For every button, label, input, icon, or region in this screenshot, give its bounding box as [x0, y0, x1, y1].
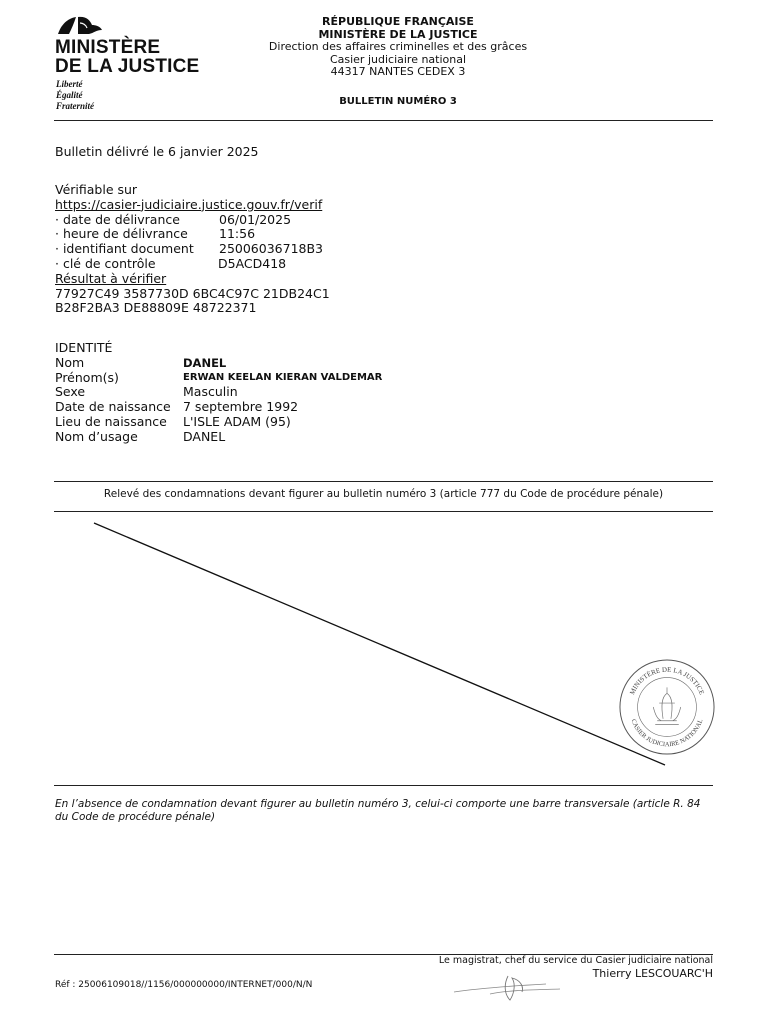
magistrate-role: Le magistrat, chef du service du Casier judiciaire national — [438, 955, 713, 966]
header-direction: Direction des affaires criminelles et des grâces — [268, 40, 528, 53]
identity-dob: 7 septembre 1992 — [183, 399, 299, 415]
identity-label: Lieu de naissance — [55, 413, 167, 429]
field-label: · heure de délivrance — [55, 226, 188, 242]
identity-heading: IDENTITÉ — [55, 340, 113, 355]
magistrate-name: Thierry LESCOUARC'H — [592, 967, 713, 980]
verification-label: Vérifiable sur — [55, 182, 138, 197]
official-seal-icon — [618, 658, 716, 756]
motto-fraternite: Fraternité — [56, 101, 95, 111]
verification-link[interactable]: https://casier-judiciaire.justice.gouv.fr/verif — [55, 196, 323, 212]
identity-nom: DANEL — [183, 355, 227, 370]
field-label: · clé de contrôle — [55, 255, 156, 271]
field-label: · identifiant document — [55, 241, 194, 257]
reference-number: Réf : 25006109018//1156/000000000/INTERNET/000/N/N — [55, 980, 313, 990]
motto-liberte: Liberté — [56, 79, 83, 89]
field-value: 25006036718B3 — [219, 241, 324, 257]
identity-label: Nom d’usage — [55, 428, 138, 444]
header-service: Casier judiciaire national — [329, 52, 467, 66]
header-address: 44317 NANTES CEDEX 3 — [330, 65, 466, 78]
absence-note: En l’absence de condamnation devant figurer au bulletin numéro 3, celui-ci comporte une barre transversale (article R. 84 du Code de procédure pénale) — [55, 798, 701, 823]
logo-line-2: DE LA JUSTICE — [55, 56, 200, 77]
identity-usage: DANEL — [183, 428, 226, 444]
field-value: D5ACD418 — [218, 255, 287, 271]
delivery-date-text: Bulletin délivré le 6 janvier 2025 — [55, 144, 259, 159]
result-label: Résultat à vérifier — [55, 270, 167, 286]
field-value: 06/01/2025 — [219, 211, 292, 227]
signature-icon — [450, 970, 580, 1004]
result-hash-line-2: B28F2BA3 DE88809E 48722371 — [55, 300, 257, 316]
logo-line-1: MINISTÈRE — [55, 37, 161, 58]
seal-bottom-text: CASIER JUDICIAIRE NATIONAL — [629, 718, 705, 749]
header-country: RÉPUBLIQUE FRANÇAISE — [322, 15, 474, 28]
seal-top-text: MINISTÈRE DE LA JUSTICE — [629, 666, 705, 696]
field-label: · date de délivrance — [55, 211, 180, 227]
note-divider — [54, 785, 713, 786]
identity-label: Prénom(s) — [55, 369, 119, 385]
motto-egalite: Égalité — [56, 90, 83, 100]
bulletin-number: BULLETIN NUMÉRO 3 — [339, 96, 457, 107]
identity-lieu: L'ISLE ADAM (95) — [183, 413, 291, 429]
field-value: 11:56 — [219, 226, 256, 242]
identity-prenoms: ERWAN KEELAN KIERAN VALDEMAR — [183, 371, 383, 383]
identity-sexe: Masculin — [183, 384, 238, 400]
identity-label: Date de naissance — [55, 399, 171, 415]
identity-label: Sexe — [55, 384, 86, 400]
identity-label: Nom — [55, 354, 85, 370]
releve-heading: Relevé des condamnations devant figurer au bulletin numéro 3 (article 777 du Code de procédure pénale) — [103, 488, 664, 500]
result-hash-line-1: 77927C49 3587730D 6BC4C97C 21DB24C1 — [55, 285, 330, 301]
header-ministry: MINISTÈRE DE LA JUSTICE — [318, 27, 478, 41]
